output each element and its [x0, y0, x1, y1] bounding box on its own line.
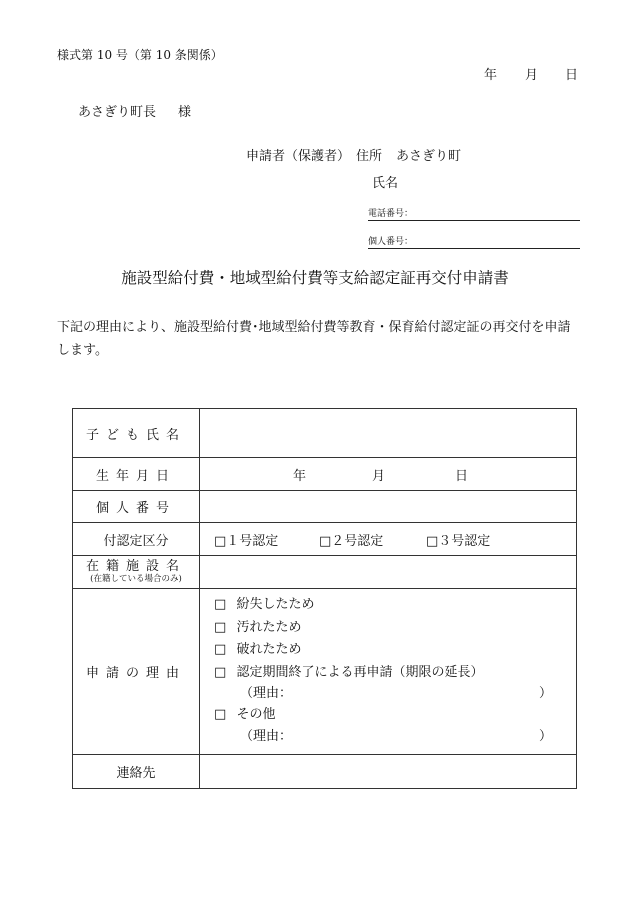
intro-text: 下記の理由により、施設型給付費･地域型給付費等教育・保育給付認定証の再交付を申請します。 — [57, 320, 571, 358]
applicant-id-label: 個人番号： — [368, 237, 414, 247]
facility-field[interactable] — [200, 556, 577, 589]
reason-options — [200, 589, 577, 755]
reason-lost-label: 紛失したため — [236, 597, 315, 613]
addressee-honorific: 様 — [178, 105, 192, 120]
reason-other-label: その他 — [236, 707, 276, 723]
applicant-address-line — [246, 145, 461, 164]
cert-type-options — [200, 523, 577, 556]
reason-torn-label: 破れたため — [236, 642, 302, 658]
reason-other[interactable] — [214, 704, 576, 727]
application-form-table — [72, 408, 577, 789]
cert-type-label: 付認定区分 — [103, 533, 169, 549]
renewal-reason-close: ） — [539, 686, 553, 702]
id-number-label: 個人番号 — [95, 501, 176, 516]
cert-option-1[interactable]: □１号認定 — [214, 533, 279, 549]
applicant-label: 申請者（保護者） — [246, 149, 351, 164]
other-reason-detail[interactable] — [214, 727, 576, 747]
reason-renewal[interactable] — [214, 662, 576, 685]
addressee — [78, 101, 191, 120]
addressee-name: あさぎり町長 — [78, 105, 157, 120]
date-day-label: 日 — [565, 68, 579, 83]
reason-dirty[interactable] — [214, 617, 576, 640]
document-title: 施設型給付費・地域型給付費等支給認定証再交付申請書 — [121, 269, 509, 287]
checkbox-icon: □ — [214, 597, 227, 613]
id-number-label-cell — [73, 491, 200, 523]
date-year-label: 年 — [484, 68, 498, 83]
checkbox-icon: □ — [214, 664, 227, 680]
facility-label: 在籍施設名 — [85, 559, 186, 574]
child-name-label: 子ども氏名 — [85, 427, 186, 443]
cert-type-label-cell — [73, 523, 200, 556]
checkbox-icon: □ — [214, 642, 227, 658]
birthdate-label-cell — [73, 458, 200, 491]
reason-row — [73, 589, 577, 755]
cert-option-3[interactable]: □３号認定 — [426, 533, 491, 549]
reason-dirty-label: 汚れたため — [236, 619, 302, 635]
birthdate-row — [73, 458, 577, 491]
date-month-label: 月 — [525, 68, 539, 83]
child-name-label-cell — [73, 409, 200, 458]
applicant-name-label: 氏名 — [372, 176, 399, 191]
reason-label-cell — [73, 589, 200, 755]
form-number: 様式第 10 号（第 10 条関係） — [57, 48, 223, 62]
checkbox-icon: □ — [214, 707, 227, 723]
facility-row — [73, 556, 577, 589]
contact-row — [73, 755, 577, 789]
child-name-field[interactable] — [200, 409, 577, 458]
address-value: あさぎり町 — [396, 149, 462, 164]
phone-field[interactable] — [368, 206, 580, 221]
birth-day-unit: 日 — [455, 469, 469, 484]
other-reason-close: ） — [539, 728, 553, 744]
phone-label: 電話番号： — [368, 209, 414, 219]
contact-label: 連絡先 — [116, 766, 156, 781]
cert-option-2[interactable]: □２号認定 — [319, 533, 384, 549]
birthdate-label: 生年月日 — [95, 468, 176, 484]
reason-renewal-label: 認定期間終了による再申請（期限の延長） — [236, 664, 484, 680]
contact-field[interactable] — [200, 755, 577, 789]
reason-torn[interactable] — [214, 639, 576, 662]
other-reason-open: （理由： — [240, 728, 293, 744]
checkbox-icon: □ — [214, 619, 227, 635]
birthdate-field[interactable] — [200, 458, 577, 491]
contact-label-cell — [73, 755, 200, 789]
reason-label: 申請の理由 — [85, 666, 186, 681]
applicant-id-field[interactable] — [368, 234, 580, 249]
reason-lost[interactable] — [214, 594, 576, 617]
id-number-row — [73, 491, 577, 523]
renewal-reason-open: （理由： — [240, 686, 293, 702]
birth-year-unit: 年 — [293, 469, 307, 484]
facility-note: (在籍している場合のみ) — [90, 574, 182, 584]
child-name-row — [73, 409, 577, 458]
address-label: 住所 — [356, 149, 383, 164]
facility-label-cell — [73, 556, 200, 589]
id-number-field[interactable] — [200, 491, 577, 523]
cert-type-row — [73, 523, 577, 556]
birth-month-unit: 月 — [372, 469, 386, 484]
renewal-reason-detail[interactable] — [214, 684, 576, 704]
